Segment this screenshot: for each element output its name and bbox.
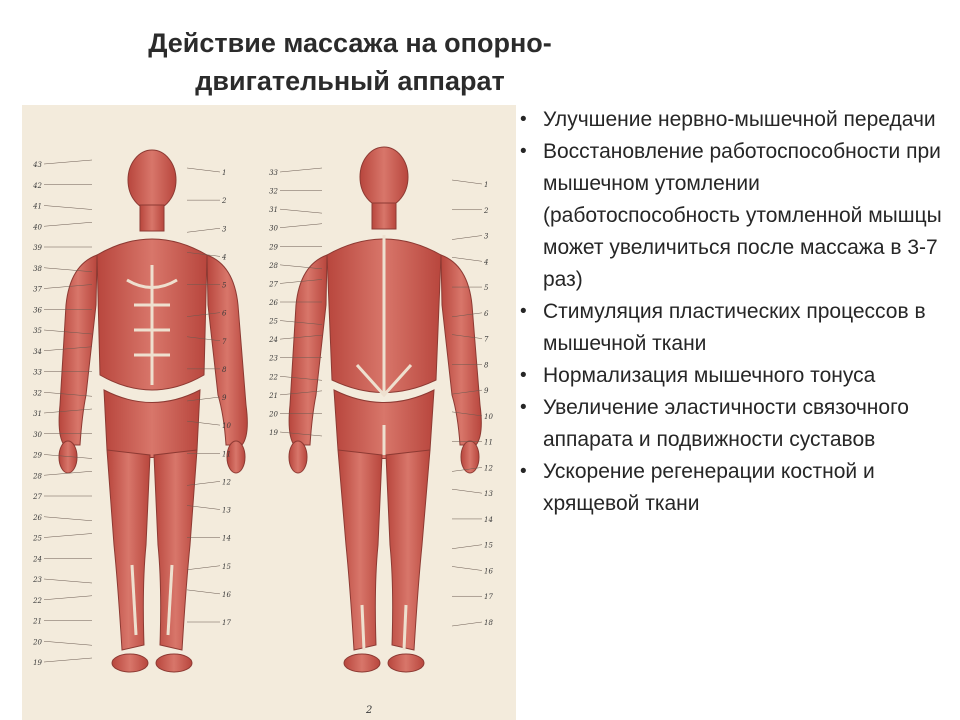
figure-label: 17 — [484, 593, 493, 602]
figure-label: 20 — [269, 410, 278, 419]
figure-label: 29 — [33, 451, 42, 460]
back-left-leg — [338, 450, 382, 650]
leader-line — [280, 209, 322, 213]
figure-label: 11 — [484, 438, 493, 447]
figure-label: 30 — [269, 224, 278, 233]
bullet-marker: • — [520, 365, 527, 386]
front-head — [128, 150, 176, 210]
plate-page-number: 2 — [366, 705, 373, 716]
leader-line — [452, 489, 482, 493]
list-item-text: Ускорение регенерации костной и хрящевой ткани — [543, 460, 875, 515]
back-figure — [289, 147, 481, 672]
figure-label: 1 — [222, 169, 227, 177]
figure-label: 41 — [33, 202, 42, 211]
bullet-marker: • — [520, 141, 527, 162]
leader-line — [44, 160, 92, 164]
front-right-arm — [59, 255, 97, 445]
figure-label: 23 — [33, 576, 42, 584]
front-left-foot — [156, 654, 192, 672]
figure-label: 16 — [222, 590, 231, 599]
figure-label: 40 — [33, 223, 42, 232]
bullet-marker: • — [520, 109, 527, 130]
figure-label: 7 — [484, 335, 489, 344]
list-item — [518, 392, 948, 456]
figure-label: 12 — [484, 464, 493, 473]
bullet-marker: • — [520, 397, 527, 418]
figure-label: 28 — [269, 261, 278, 270]
leader-line — [187, 566, 220, 570]
figure-label: 33 — [33, 368, 42, 377]
figure-label: 34 — [33, 347, 42, 356]
front-right-leg — [107, 450, 150, 650]
figure-label: 18 — [484, 619, 493, 627]
figure-label: 11 — [222, 450, 231, 459]
figure-label: 39 — [33, 244, 42, 252]
figure-label: 22 — [269, 373, 278, 382]
figure-label: 8 — [222, 365, 227, 374]
back-left-hand — [289, 441, 307, 473]
figure-label: 3 — [222, 225, 227, 234]
list-item-text: Стимуляция пластических процессов в мышечной ткани — [543, 300, 926, 355]
title-line-1: Действие массажа на опорно- — [148, 28, 552, 58]
figure-label: 10 — [484, 412, 493, 421]
figure-label: 25 — [269, 317, 278, 326]
figure-label: 9 — [222, 394, 227, 402]
back-left-foot — [344, 654, 380, 672]
figure-label: 13 — [222, 506, 231, 515]
figure-label: 28 — [33, 472, 42, 481]
leader-line — [452, 180, 482, 184]
slide-title — [90, 24, 610, 100]
figure-label: 2 — [222, 197, 227, 206]
figure-label: 21 — [33, 617, 42, 626]
back-left-arm — [289, 255, 327, 445]
figure-label: 5 — [484, 284, 489, 293]
figure-label: 27 — [269, 280, 278, 289]
figure-label: 30 — [33, 430, 42, 439]
list-item-text: Увеличение эластичности связочного аппарата и подвижности суставов — [543, 396, 909, 451]
figure-label: 6 — [484, 309, 489, 318]
figure-label: 24 — [33, 555, 42, 564]
figure-label: 9 — [484, 387, 489, 396]
figure-label: 38 — [33, 264, 42, 273]
figure-label: 20 — [33, 638, 42, 647]
figure-label: 33 — [269, 169, 278, 177]
back-right-leg — [386, 450, 430, 650]
figure-label: 31 — [269, 206, 278, 215]
leader-line — [187, 228, 220, 232]
figure-label: 13 — [484, 490, 493, 499]
figure-label: 35 — [33, 327, 42, 335]
leader-line — [187, 168, 220, 172]
leader-line — [44, 658, 92, 662]
bullet-marker: • — [520, 461, 527, 482]
figure-label: 6 — [222, 309, 227, 318]
figure-label: 14 — [222, 534, 231, 543]
figure-label: 27 — [33, 493, 42, 501]
list-item-text: Восстановление работоспособности при мышечном утомлении (работоспособность утомленной мышцы может увеличиться после массажа в 3-7 раз) — [543, 140, 942, 291]
list-item — [518, 136, 948, 296]
leader-line — [187, 590, 220, 594]
leader-line — [44, 206, 92, 210]
figure-label: 32 — [33, 389, 42, 398]
effects-list — [518, 104, 948, 520]
list-item — [518, 104, 948, 136]
figure-label: 15 — [484, 541, 493, 550]
figure-label: 3 — [484, 232, 489, 241]
figure-label: 19 — [33, 659, 42, 667]
back-neck — [372, 203, 396, 229]
leader-line — [280, 168, 322, 172]
leader-line — [44, 579, 92, 583]
figure-label: 24 — [269, 336, 278, 345]
leader-line — [44, 641, 92, 645]
front-left-leg — [154, 450, 197, 650]
back-right-arm — [441, 255, 481, 445]
figure-label: 1 — [484, 181, 489, 189]
figure-label: 29 — [269, 243, 278, 252]
leader-line — [44, 596, 92, 600]
leader-line — [452, 566, 482, 570]
figure-label: 23 — [269, 354, 278, 363]
figure-label: 10 — [222, 422, 231, 431]
figure-label: 26 — [33, 513, 42, 522]
figure-label: 26 — [269, 299, 278, 307]
title-line-2: двигательный аппарат — [195, 66, 505, 96]
figure-label: 37 — [33, 285, 42, 294]
leader-line — [44, 534, 92, 538]
anatomy-illustration — [22, 105, 516, 720]
front-neck — [140, 205, 164, 231]
leader-line — [452, 236, 482, 240]
front-left-arm — [207, 255, 247, 445]
figure-label: 22 — [33, 596, 42, 605]
figure-label: 36 — [33, 306, 42, 315]
bullet-marker: • — [520, 301, 527, 322]
figure-label: 4 — [484, 258, 489, 267]
leader-line — [452, 622, 482, 626]
figure-label: 15 — [222, 562, 231, 571]
leader-line — [452, 257, 482, 261]
figure-label: 19 — [269, 429, 278, 437]
muscular-system-figure — [22, 105, 516, 720]
figure-label: 21 — [269, 391, 278, 400]
leader-line — [44, 222, 92, 226]
leader-line — [44, 517, 92, 521]
figure-label: 5 — [222, 281, 227, 290]
figure-label: 43 — [33, 161, 42, 169]
list-item-text: Нормализация мышечного тонуса — [543, 364, 876, 387]
list-item — [518, 296, 948, 360]
list-item — [518, 360, 948, 392]
leader-line — [452, 545, 482, 549]
leader-line — [280, 224, 322, 228]
figure-label: 14 — [484, 515, 493, 524]
front-pelvis — [104, 390, 200, 458]
figure-label: 42 — [33, 181, 42, 190]
list-item — [518, 456, 948, 520]
front-right-foot — [112, 654, 148, 672]
back-head — [360, 147, 408, 207]
figure-label: 25 — [33, 534, 42, 543]
figure-label: 12 — [222, 478, 231, 487]
figure-label: 8 — [484, 361, 489, 370]
figure-label: 17 — [222, 619, 231, 627]
list-item-text: Улучшение нервно-мышечной передачи — [543, 108, 936, 131]
figure-label: 32 — [269, 187, 278, 196]
figure-label: 4 — [222, 253, 227, 262]
figure-label: 16 — [484, 567, 493, 576]
figure-label: 2 — [484, 206, 489, 215]
back-right-foot — [388, 654, 424, 672]
figure-label: 7 — [222, 337, 227, 346]
figure-label: 31 — [33, 410, 42, 418]
